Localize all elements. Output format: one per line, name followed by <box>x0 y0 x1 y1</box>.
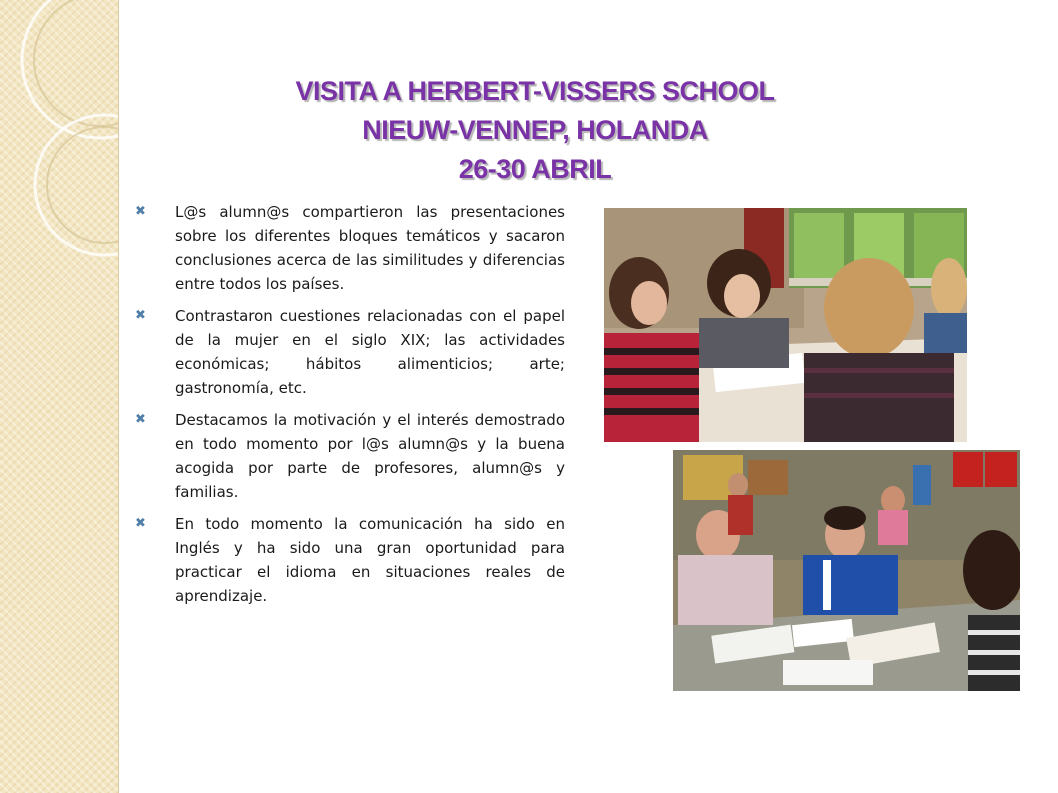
bullet-item <box>135 200 565 296</box>
bullet-text: Destacamos la motivación y el interés demostrado en todo momento por l@s alumn@s y la buena acogida por parte de profesores, alumn@s y familias. <box>175 411 565 501</box>
slide-title <box>180 72 890 189</box>
decorative-circles <box>0 0 118 793</box>
bullet-item <box>135 304 565 400</box>
title-line-3: 26-30 ABRIL <box>458 154 612 184</box>
bullet-item <box>135 408 565 504</box>
decorative-side-strip <box>0 0 119 793</box>
bullet-list <box>135 200 565 616</box>
x-mark-bullet-icon: ✖ <box>135 204 146 219</box>
bullet-text: En todo momento la comunicación ha sido en Inglés y ha sido una gran oportunidad para practicar el idioma en situaciones reales de aprendizaje. <box>175 515 565 605</box>
bullet-text: Contrastaron cuestiones relacionadas con el papel de la mujer en el siglo XIX; las actividades económicas; hábitos alimenticios; arte; gastronomía, etc. <box>175 307 565 397</box>
classroom-photo-1 <box>604 208 967 442</box>
title-line-1: VISITA A HERBERT-VISSERS SCHOOL <box>295 76 775 106</box>
classroom-photo-2 <box>673 450 1020 691</box>
bullet-item <box>135 512 565 608</box>
x-mark-bullet-icon: ✖ <box>135 516 146 531</box>
bullet-text: L@s alumn@s compartieron las presentaciones sobre los diferentes bloques temáticos y sacaron conclusiones acerca de las similitudes y diferencias entre todos los países. <box>175 203 565 293</box>
teacher-with-students-image <box>673 450 1020 691</box>
x-mark-bullet-icon: ✖ <box>135 412 146 427</box>
title-line-2: NIEUW-VENNEP, HOLANDA <box>362 115 708 145</box>
students-at-table-image <box>604 208 967 442</box>
x-mark-bullet-icon: ✖ <box>135 308 146 323</box>
